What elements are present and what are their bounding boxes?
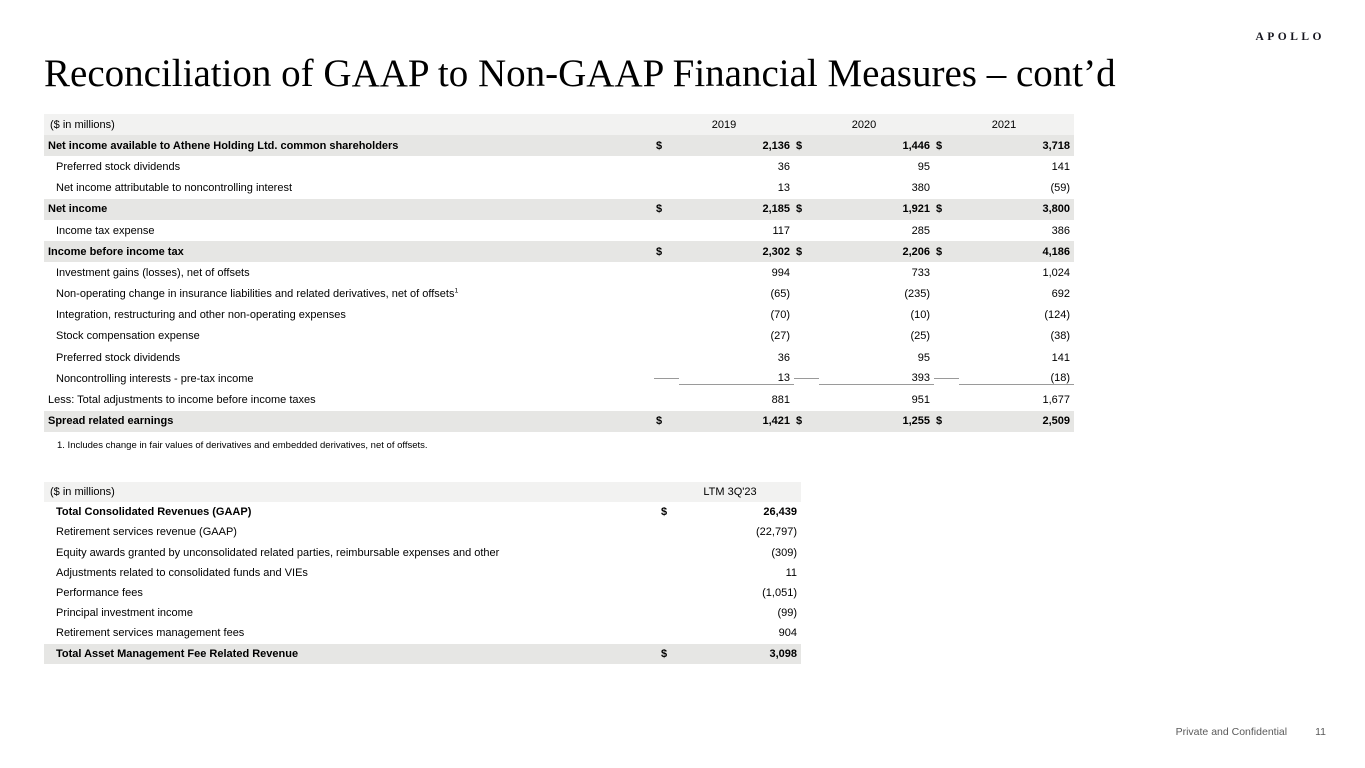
dollar-sign: $ (796, 245, 803, 258)
table-row (44, 543, 801, 563)
cell-value: 692 (1051, 288, 1070, 301)
row-label: Retirement services revenue (GAAP) (56, 526, 237, 539)
row-label: Performance fees (56, 587, 143, 600)
dollar-sign: $ (936, 245, 943, 258)
unit-label: ($ in millions) (50, 486, 115, 499)
cell-value: (99) (777, 607, 797, 620)
cell-value: 36 (777, 351, 790, 364)
dollar-sign: $ (656, 245, 663, 258)
cell-value: (70) (770, 309, 790, 322)
table-row (44, 220, 1074, 241)
table-row (44, 522, 801, 542)
cell-value: 285 (911, 224, 930, 237)
cell-value: 2,185 (762, 203, 790, 216)
table-row (44, 262, 1074, 283)
table-row (44, 563, 801, 583)
cell-value: 36 (777, 160, 790, 173)
cell-value: 2,136 (762, 139, 790, 152)
slide-footer (1176, 726, 1326, 738)
cell-value: 3,098 (769, 647, 797, 660)
cell-value: 117 (772, 224, 790, 237)
cell-value: 881 (771, 394, 790, 407)
dollar-sign: $ (796, 203, 803, 216)
apollo-logo: APOLLO (1255, 31, 1325, 43)
revenue-reconciliation-table (44, 482, 801, 664)
row-label: Spread related earnings (48, 415, 174, 428)
column-header: LTM 3Q'23 (703, 486, 757, 499)
table-row (44, 241, 1074, 262)
row-label: Less: Total adjustments to income before income taxes (48, 394, 316, 407)
row-label: Total Asset Management Fee Related Revenue (56, 647, 299, 660)
dollar-sign: $ (936, 415, 943, 428)
row-label: Non-operating change in insurance liabilities and related derivatives, net of offsets$^1$ (56, 288, 459, 301)
table-row (44, 284, 1074, 305)
cell-value: 393 (819, 372, 934, 385)
cell-value: 386 (1051, 224, 1070, 237)
cell-value: (10) (910, 309, 930, 322)
table-row (44, 135, 1074, 156)
cell-value: (27) (770, 330, 790, 343)
cell-value: (38) (1050, 330, 1070, 343)
table-row (44, 199, 1074, 220)
table-header-row (44, 114, 1074, 135)
table-row (44, 178, 1074, 199)
dollar-sign (654, 378, 679, 379)
cell-value: 13 (777, 182, 790, 195)
table-row (44, 583, 801, 603)
dollar-sign (794, 378, 819, 379)
dollar-sign: $ (796, 139, 803, 152)
cell-value: (18) (959, 372, 1074, 385)
row-label: Net income available to Athene Holding Ltd. common shareholders (48, 139, 399, 152)
row-label: Adjustments related to consolidated funds and VIEs (56, 566, 308, 579)
dollar-sign: $ (936, 139, 943, 152)
cell-value: 1,255 (902, 415, 930, 428)
confidential-label: Private and Confidential (1175, 726, 1288, 738)
row-label: Stock compensation expense (56, 330, 200, 343)
cell-value: 733 (911, 266, 930, 279)
table-row (44, 347, 1074, 368)
table-row (44, 502, 801, 522)
cell-value: 951 (911, 394, 930, 407)
cell-value: 2,206 (902, 245, 930, 258)
cell-value: 95 (917, 351, 930, 364)
cell-value: 994 (771, 266, 790, 279)
column-header: 2019 (711, 118, 737, 131)
row-label: Investment gains (losses), net of offsets (56, 266, 250, 279)
page-number: 11 (1315, 726, 1326, 738)
row-label: Retirement services management fees (56, 627, 245, 640)
cell-value: 2,509 (1042, 415, 1070, 428)
row-label: Total Consolidated Revenues (GAAP) (56, 506, 252, 519)
table-row (44, 623, 801, 643)
footnote: 1. Includes change in fair values of derivatives and embedded derivatives, net of offsets. (57, 440, 428, 451)
dollar-sign (934, 378, 959, 379)
cell-value: 26,439 (763, 506, 797, 519)
footnote-marker: 1 (454, 288, 459, 295)
cell-value: 95 (917, 160, 930, 173)
column-header: 2021 (991, 118, 1017, 131)
dollar-sign: $ (661, 506, 668, 519)
dollar-sign: $ (656, 203, 663, 216)
cell-value: 141 (1051, 351, 1070, 364)
row-label: Preferred stock dividends (56, 351, 181, 364)
gaap-reconciliation-table (44, 114, 1074, 432)
cell-value: 4,186 (1042, 245, 1070, 258)
row-label: Preferred stock dividends (56, 160, 181, 173)
cell-value: 141 (1051, 160, 1070, 173)
dollar-sign: $ (936, 203, 943, 216)
cell-value: 2,302 (762, 245, 790, 258)
cell-value: 3,718 (1042, 139, 1070, 152)
page-title: Reconciliation of GAAP to Non-GAAP Financial Measures – cont’d (44, 52, 1116, 95)
cell-value: 1,921 (902, 203, 930, 216)
cell-value: (309) (771, 546, 797, 559)
row-label: Net income (48, 203, 108, 216)
cell-value: (59) (1050, 182, 1070, 195)
cell-value: (124) (1044, 309, 1070, 322)
table-row (44, 368, 1074, 389)
cell-value: (22,797) (756, 526, 797, 539)
cell-value: 904 (778, 627, 797, 640)
table-row (44, 156, 1074, 177)
dollar-sign: $ (656, 415, 663, 428)
row-label: Income before income tax (48, 245, 184, 258)
dollar-sign: $ (661, 647, 668, 660)
row-label: Integration, restructuring and other non-operating expenses (56, 309, 346, 322)
cell-value: (65) (770, 288, 790, 301)
cell-value: 13 (679, 372, 794, 385)
row-label: Equity awards granted by unconsolidated related parties, reimbursable expenses and other (56, 546, 500, 559)
table-row (44, 411, 1074, 432)
unit-label: ($ in millions) (50, 118, 115, 131)
cell-value: 1,677 (1042, 394, 1070, 407)
table-row (44, 389, 1074, 410)
cell-value: (25) (910, 330, 930, 343)
table-row (44, 326, 1074, 347)
cell-value: 11 (785, 566, 797, 579)
cell-value: 3,800 (1042, 203, 1070, 216)
row-label: Net income attributable to noncontrolling interest (56, 182, 293, 195)
cell-value: 380 (911, 182, 930, 195)
cell-value: 1,446 (902, 139, 930, 152)
cell-value: (1,051) (762, 587, 797, 600)
row-label: Income tax expense (56, 224, 155, 237)
cell-value: (235) (904, 288, 930, 301)
row-label: Noncontrolling interests - pre-tax income (56, 372, 254, 385)
table-header-row (44, 482, 801, 502)
table-row (44, 603, 801, 623)
row-label: Principal investment income (56, 607, 193, 620)
cell-value: 1,421 (762, 415, 790, 428)
table-row (44, 305, 1074, 326)
column-header: 2020 (851, 118, 877, 131)
dollar-sign: $ (796, 415, 803, 428)
cell-value: 1,024 (1042, 266, 1070, 279)
table-row (44, 644, 801, 664)
dollar-sign: $ (656, 139, 663, 152)
